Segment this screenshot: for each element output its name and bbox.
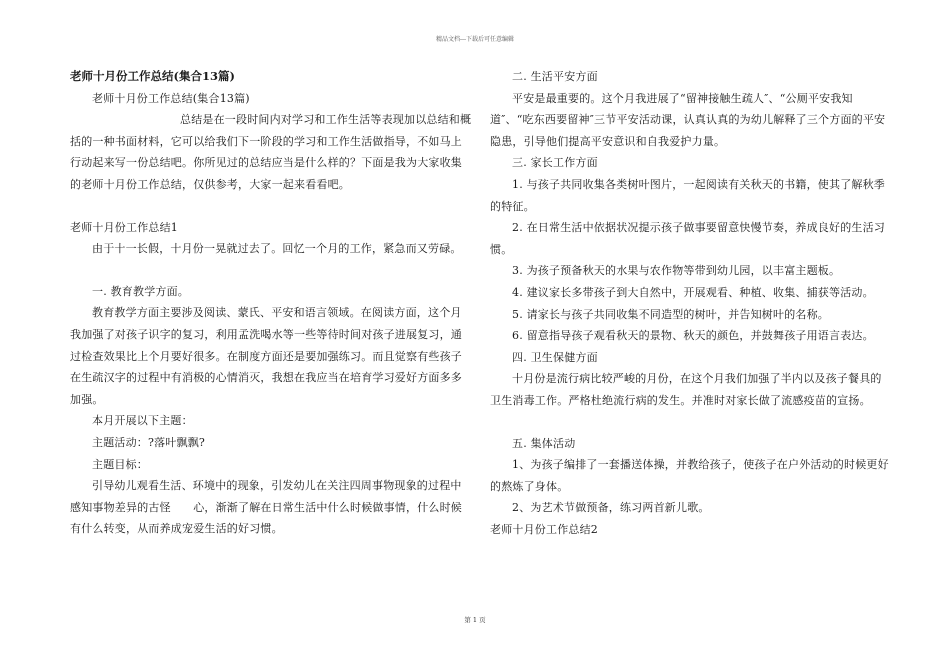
header-note: 精品文档---下载后可任意编辑 [435, 36, 515, 43]
document-title: 老师十月份工作总结(集合13篇) [70, 69, 235, 83]
parent-item-4: 4. 建议家长多带孩子到大自然中，开展观看、种植、收集、捕获等活动。 [512, 285, 874, 299]
theme-intro: 本月开展以下主题： [92, 414, 193, 428]
group-item-2: 2、为艺术节做预备，练习两首新儿歌。 [512, 501, 710, 515]
edu-heading: 一. 教育教学方面。 [92, 284, 189, 298]
parent-item-5: 5. 请家长与孩子共同收集不同造型的树叶，并告知树叶的名称。 [512, 307, 829, 321]
intro-paragraph: 总结是在一段时间内对学习和工作生活等表现加以总结和概括的一种书面材料，它可以给我们下一阶段的学习和工作生活做指导，不如马上行动起来写一份总结吧。你所见过的总结应当是什么样的？下面是我为大家收集的老师十月份工作总结，仅供参考，大家一起来看看吧。 [70, 113, 472, 191]
section1-opening: 由于十一长假，十月份一晃就过去了。回忆一个月的工作，紧急而又劳碌。 [92, 242, 462, 256]
theme-activity: 主题活动：?落叶飘飘? [92, 435, 205, 449]
theme-goal: 主题目标： [92, 457, 148, 471]
section-heading-2: 老师十月份工作总结2 [490, 522, 598, 536]
page-number: 第 1 页 [464, 616, 486, 624]
safety-heading: 二. 生活平安方面 [512, 70, 598, 83]
safety-body: 平安是最重要的。这个月我进展了“留神接触生疏人″、“公厕平安我知道″、“吃东西要留神″三节平安活动课，认真认真的为幼儿解释了三个方面的平安隐患，引导他们提高平安意识和自我爱护力量。 [490, 91, 886, 148]
group-item-1: 1、为孩子编排了一套播送体操，并教给孩子，使孩子在户外活动的时候更好的熬炼了身体。 [490, 458, 889, 493]
group-heading: 五. 集体活动 [512, 436, 576, 450]
edu-body: 教育教学方面主要涉及阅读、蒙氏、平安和语言领域。在阅读方面，这个月我加强了对孩子识字的复习，利用孟洗喝水等一些等待时间对孩子进展复习，通过检查效果比上个月要好很多。在制度方面还是要加强练习。而且觉察有些孩子在生疏汉字的过程中有消极的心情消灭，我想在我应当在培育学习爱好方面多多加强。 [70, 306, 462, 406]
parent-item-1: 1. 与孩子共同收集各类树叶图片，一起阅读有关秋天的书籍，使其了解秋季的特征。 [490, 177, 885, 213]
document-subtitle: 老师十月份工作总结(集合13篇) [92, 91, 250, 105]
theme-goal-body: 引导幼儿观看生活、环境中的现象，引发幼儿在关注四周事物现象的过程中感知事物差异的古怪 心，渐渐了解在日常生活中什么时候做事情，什么时候有什么转变，从而养成宠爱生活的好习惯。 [70, 479, 462, 536]
left-column [70, 66, 472, 540]
parent-item-3: 3. 为孩子预备秋天的水果与农作物等带到幼儿园，以丰富主题板。 [512, 264, 841, 278]
section-heading-1: 老师十月份工作总结1 [70, 220, 178, 234]
parent-item-2: 2. 在日常生活中依据状况提示孩子做事要留意快慢节奏，养成良好的生活习惯。 [490, 221, 885, 256]
health-heading: 四. 卫生保健方面 [512, 350, 598, 364]
parent-item-6: 6. 留意指导孩子观看秋天的景物、秋天的颜色，并鼓舞孩子用语言表达。 [512, 329, 874, 343]
parent-heading: 三. 家长工作方面 [512, 156, 598, 170]
health-body: 十月份是流行病比较严峻的月份，在这个月我们加强了半内以及孩子餐具的卫生消毒工作。严格杜绝流行病的发生。并准时对家长做了流感疫苗的宣扬。 [490, 372, 882, 407]
right-column [490, 66, 892, 540]
